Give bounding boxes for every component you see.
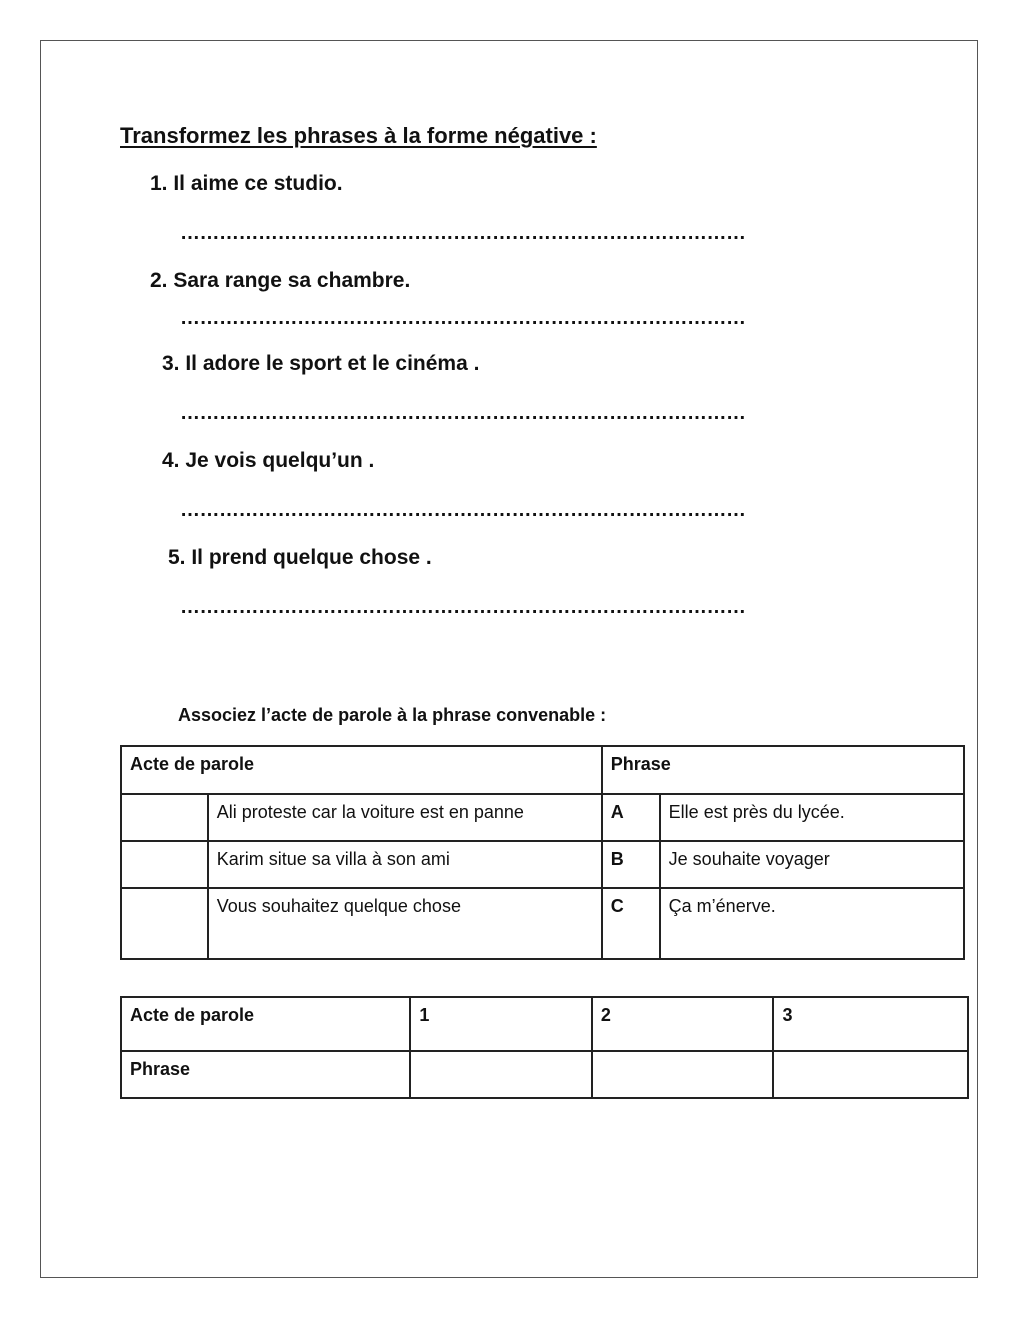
acte-cell: Karim situe sa villa à son ami: [208, 841, 602, 888]
letter-cell: B: [602, 841, 660, 888]
exercise2-title: Associez l’acte de parole à la phrase convenable :: [178, 705, 607, 725]
question-4: 4. Je vois quelqu’un .: [162, 449, 375, 472]
matching-table: [120, 745, 965, 960]
header-phrase: Phrase: [602, 746, 964, 794]
answer-row-phrase: [121, 1051, 968, 1098]
table-row: [121, 841, 964, 888]
answer-line-5[interactable]: ……………………………………………………………………………: [180, 596, 746, 618]
phrase-cell: Ça m’énerve.: [660, 888, 964, 959]
acte-cell: Vous souhaitez quelque chose: [208, 888, 602, 959]
table-header-row: [121, 746, 964, 794]
table-row: [121, 888, 964, 959]
answer-row-acte: [121, 997, 968, 1051]
blank-cell[interactable]: [121, 794, 208, 841]
answer-line-4[interactable]: ……………………………………………………………………………: [180, 499, 746, 521]
answer-cell-1[interactable]: [410, 1051, 592, 1098]
answer-cell-2[interactable]: [592, 1051, 774, 1098]
phrase-cell: Je souhaite voyager: [660, 841, 964, 888]
header-acte-de-parole: Acte de parole: [121, 746, 602, 794]
answer-line-3[interactable]: ……………………………………………………………………………: [180, 402, 746, 424]
answer-label-acte: Acte de parole: [121, 997, 410, 1051]
blank-cell[interactable]: [121, 841, 208, 888]
blank-cell[interactable]: [121, 888, 208, 959]
answer-line-1[interactable]: ……………………………………………………………………………: [180, 222, 746, 244]
question-1: 1. Il aime ce studio.: [150, 172, 343, 195]
question-3: 3. Il adore le sport et le cinéma .: [162, 352, 480, 375]
answer-col-1: 1: [410, 997, 592, 1051]
letter-cell: C: [602, 888, 660, 959]
acte-cell: Ali proteste car la voiture est en panne: [208, 794, 602, 841]
answer-label-phrase: Phrase: [121, 1051, 410, 1098]
letter-cell: A: [602, 794, 660, 841]
answer-table: [120, 996, 969, 1099]
phrase-cell: Elle est près du lycée.: [660, 794, 964, 841]
table-row: [121, 794, 964, 841]
answer-line-2[interactable]: ……………………………………………………………………………: [180, 307, 746, 329]
question-2: 2. Sara range sa chambre.: [150, 269, 411, 292]
answer-col-2: 2: [592, 997, 774, 1051]
exercise1-title: Transformez les phrases à la forme négative :: [120, 123, 597, 148]
answer-col-3: 3: [773, 997, 968, 1051]
answer-cell-3[interactable]: [773, 1051, 968, 1098]
question-5: 5. Il prend quelque chose .: [168, 546, 432, 569]
